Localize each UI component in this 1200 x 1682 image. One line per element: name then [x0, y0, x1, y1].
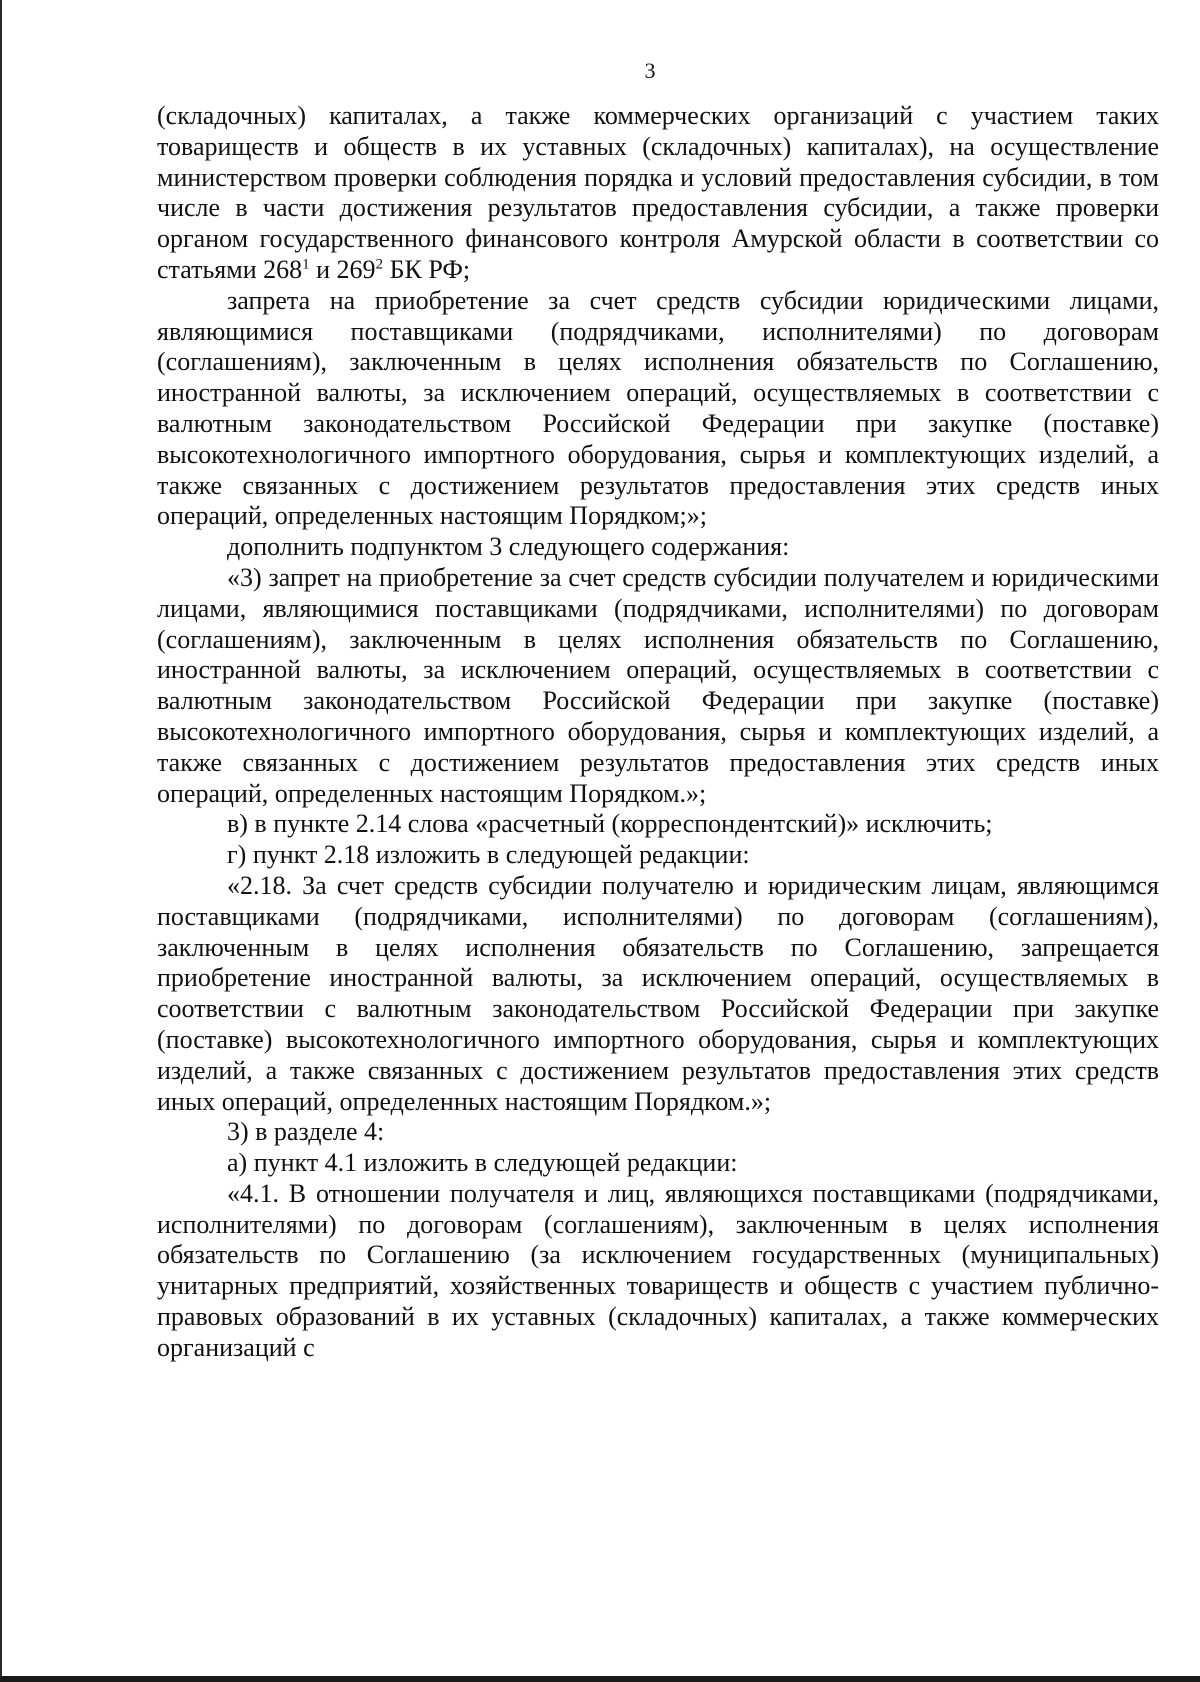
superscript: 2 — [375, 256, 384, 273]
paragraph: в) в пункте 2.14 слова «расчетный (корреспондентский)» исключить; — [227, 809, 993, 839]
paragraph: а) пункт 4.1 изложить в следующей редакции: — [227, 1148, 738, 1178]
paragraph-continuation — [157, 101, 1159, 286]
page-number: 3 — [644, 58, 656, 83]
paragraph: «2.18. За счет средств субсидии получателю и юридическим лицам, являющимся поставщиками (подрядчиками, исполнителями) по договорам (соглашениям), заключенным в целях исполнения обязательств по Соглашению, запрещается приобретение иностранной валюты, за исключением операций, осуществляемых в соответствии с валютным законодательством Российской Федерации при закупке (поставке) высокотехнологичного импортного оборудования, сырья и комплектующих изделий, а также связанных с достижением результатов предоставления этих средств иных операций, определенных настоящим Порядком.»; — [157, 870, 1159, 1116]
paragraph: дополнить подпунктом 3 следующего содержания: — [227, 532, 790, 562]
page-bottom-border — [0, 1676, 1200, 1682]
paragraph-text: БК РФ; — [383, 254, 471, 284]
paragraph-text: (складочных) капиталах, а также коммерческих организаций с участием таких товариществ и обществ в их уставных (складочных) капиталах), на осуществление министерством проверки соблюдения порядка и условий предоставления субсидии, в том числе в части достижения результатов предоставления субсидии, а также проверки органом государственного финансового контроля Амурской области в соответствии со статьями 268 — [157, 101, 1159, 284]
paragraph: 3) в разделе 4: — [227, 1117, 385, 1147]
paragraph: запрета на приобретение за счет средств субсидии юридическими лицами, являющимися поставщиками (подрядчиками, исполнителями) по договорам (соглашениям), заключенным в целях исполнения обязательств по Соглашению, иностранной валюты, за исключением операций, осуществляемых в соответствии с валютным законодательством Российской Федерации при закупке (поставке) высокотехнологичного импортного оборудования, сырья и комплектующих изделий, а также связанных с достижением результатов предоставления этих средств иных операций, определенных настоящим Порядком;»; — [157, 285, 1159, 531]
paragraph: «3) запрет на приобретение за счет средств субсидии получателем и юридическими лицами, являющимися поставщиками (подрядчиками, исполнителями) по договорам (соглашениям), заключенным в целях исполнения обязательств по Соглашению, иностранной валюты, за исключением операций, осуществляемых в соответствии с валютным законодательством Российской Федерации при закупке (поставке) высокотехнологичного импортного оборудования, сырья и комплектующих изделий, а также связанных с достижением результатов предоставления этих средств иных операций, определенных настоящим Порядком.»; — [157, 562, 1159, 808]
document-body — [157, 101, 1159, 1364]
paragraph: г) пункт 2.18 изложить в следующей редакции: — [227, 840, 750, 870]
paragraph-text: и 269 — [309, 254, 376, 284]
paragraph: «4.1. В отношении получателя и лиц, являющихся поставщиками (подрядчиками, исполнителями) по договорам (соглашениям), заключенным в целях исполнения обязательств по Соглашению (за исключением государственных (муниципальных) унитарных предприятий, хозяйственных товариществ и обществ с участием публично-правовых образований в их уставных (складочных) капиталах, а также коммерческих организаций с — [157, 1178, 1159, 1362]
page-left-border — [0, 0, 2, 1682]
superscript: 1 — [302, 256, 310, 273]
